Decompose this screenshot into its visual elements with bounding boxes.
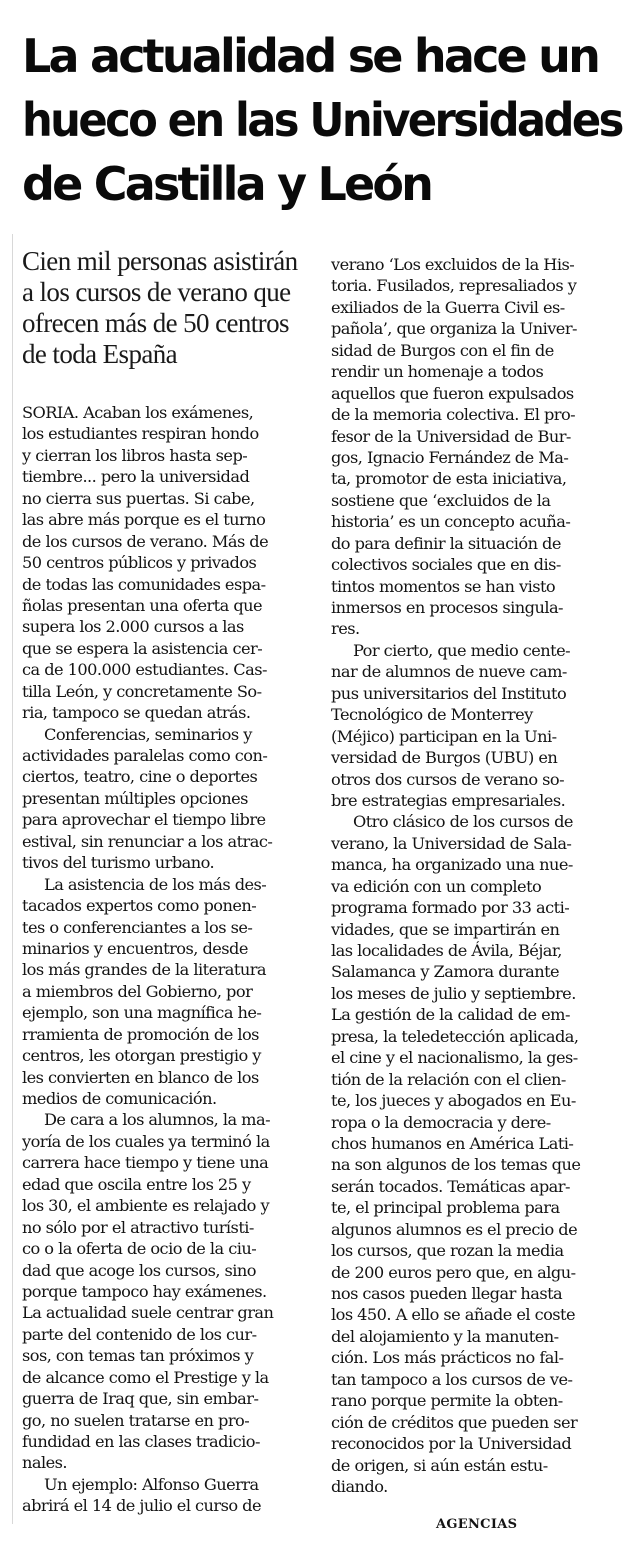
body-text-line: les convierten en blanco de los bbox=[22, 1067, 259, 1087]
body-text-line: las localidades de Ávila, Béjar, bbox=[331, 941, 562, 960]
body-text-line: minarios y encuentros, desde bbox=[22, 938, 248, 958]
body-text-line: tión de la relación con el clien- bbox=[331, 1069, 566, 1089]
body-text-line: De cara a los alumnos, la ma- bbox=[44, 1110, 270, 1130]
body-text-line: presentan múltiples opciones bbox=[22, 788, 248, 808]
body-text-line: Un ejemplo: Alfonso Guerra bbox=[44, 1474, 259, 1494]
body-text-line: (Méjico) participan en la Uni- bbox=[331, 726, 557, 746]
body-text-line: na son algunos de los temas que bbox=[331, 1155, 581, 1175]
body-text-line: nales. bbox=[22, 1453, 67, 1473]
body-text-line: para aprovechar el tiempo libre bbox=[22, 810, 266, 830]
body-text-line: Otro clásico de los cursos de bbox=[353, 812, 573, 832]
body-text-line: rendir un homenaje a todos bbox=[331, 362, 544, 382]
body-text-line: de los cursos de verano. Más de bbox=[22, 531, 269, 551]
body-text-line: te, los jueces y abogados en Eu- bbox=[331, 1091, 576, 1111]
body-text-line: estival, sin renunciar a los atrac- bbox=[22, 831, 273, 851]
article-body-right-column bbox=[331, 254, 619, 1497]
body-text-line: nos casos pueden llegar hasta bbox=[331, 1284, 563, 1303]
body-text-line: del alojamiento y la manuten- bbox=[331, 1326, 559, 1346]
body-text-line: los cursos, que rozan la media bbox=[331, 1241, 564, 1261]
body-text-line: supera los 2.000 cursos a las bbox=[22, 617, 244, 637]
body-text-line: rano porque permite la obten- bbox=[331, 1391, 563, 1411]
body-text-line: va edición con un completo bbox=[331, 876, 542, 896]
body-text-line: bre estrategias empresariales. bbox=[331, 790, 566, 810]
headline-line: de Castilla y León bbox=[22, 157, 432, 211]
body-text-line: exiliados de la Guerra Civil es- bbox=[331, 297, 565, 317]
body-text-line: te, el principal problema para bbox=[331, 1198, 560, 1218]
body-text-line: versidad de Burgos (UBU) en bbox=[331, 748, 558, 768]
body-text-line: historia’ es un concepto acuña- bbox=[331, 512, 571, 532]
body-text-line: ción. Los más prácticos no fal- bbox=[331, 1348, 564, 1368]
body-text-line: los estudiantes respiran hondo bbox=[22, 424, 259, 444]
body-text-line: Salamanca y Zamora durante bbox=[331, 962, 560, 982]
body-text-line: La asistencia de los más des- bbox=[44, 874, 267, 894]
body-text-line: 50 centros públicos y privados bbox=[22, 553, 257, 573]
body-text-line: los 450. A ello se añade el coste bbox=[331, 1305, 576, 1325]
body-text-line: los más grandes de la literatura bbox=[22, 960, 267, 980]
body-text-line: abrirá el 14 de julio el curso de bbox=[22, 1496, 262, 1516]
body-text-line: sos, con temas tan próximos y bbox=[22, 1346, 254, 1366]
body-text-line: gos, Ignacio Fernández de Ma- bbox=[331, 447, 569, 467]
body-text-line: tes o conferenciantes a los se- bbox=[22, 917, 253, 937]
body-text-line: Por cierto, que medio cente- bbox=[353, 640, 571, 660]
body-text-line: rramienta de promoción de los bbox=[22, 1024, 259, 1044]
headline-line: La actualidad se hace un bbox=[22, 29, 599, 83]
body-text-line: go, no suelen tratarse en pro- bbox=[22, 1410, 250, 1430]
body-text-line: ejemplo, son una magnífica he- bbox=[22, 1003, 262, 1023]
body-text-line: aquellos que fueron expulsados bbox=[331, 383, 574, 403]
body-text-line: tiembre... pero la universidad bbox=[22, 467, 250, 487]
body-text-line: no cierra sus puertas. Si cabe, bbox=[22, 488, 255, 508]
body-text-line: do para definir la situación de bbox=[331, 533, 561, 553]
body-text-line: serán tocados. Temáticas apar- bbox=[331, 1176, 570, 1196]
body-text-line: Conferencias, seminarios y bbox=[44, 724, 252, 744]
body-text-line: ropa o la democracia y dere- bbox=[331, 1112, 551, 1132]
body-text-line: pañola’, que organiza la Univer- bbox=[331, 319, 577, 339]
body-text-line: carrera hace tiempo y tiene una bbox=[22, 1153, 269, 1173]
body-text-line: tivos del turismo urbano. bbox=[22, 853, 215, 873]
body-text-line: fesor de la Universidad de Bur- bbox=[331, 426, 571, 446]
body-text-line: ción de créditos que pueden ser bbox=[331, 1412, 578, 1432]
body-text-line: vidades, que se impartirán en bbox=[331, 919, 560, 939]
body-text-line: res. bbox=[331, 619, 360, 639]
article-byline: AGENCIAS bbox=[436, 1517, 518, 1532]
body-text-line: reconocidos por la Universidad bbox=[331, 1434, 572, 1454]
body-text-line: tilla León, y concretamente So- bbox=[22, 681, 262, 701]
body-text-line: y cierran los libros hasta sep- bbox=[22, 445, 248, 465]
subheadline-line: a los cursos de verano que bbox=[22, 277, 291, 307]
body-text-line: de 200 euros pero que, en algu- bbox=[331, 1262, 576, 1282]
body-text-line: porque tampoco hay exámenes. bbox=[22, 1281, 267, 1301]
body-text-line: de la memoria colectiva. El pro- bbox=[331, 405, 576, 425]
body-text-line: ciertos, teatro, cine o deportes bbox=[22, 767, 258, 787]
body-text-line: chos humanos en América Lati- bbox=[331, 1133, 574, 1153]
body-text-line: colectivos sociales que en dis- bbox=[331, 555, 561, 575]
subheadline-line: ofrecen más de 50 centros bbox=[22, 308, 289, 338]
body-text-line: diando. bbox=[331, 1476, 388, 1496]
body-text-line: tan tampoco a los cursos de ve- bbox=[331, 1369, 573, 1389]
body-text-line: tacados expertos como ponen- bbox=[22, 896, 257, 916]
subheadline-line: de toda España bbox=[22, 339, 178, 369]
body-text-line: de alcance como el Prestige y la bbox=[22, 1367, 269, 1387]
body-text-line: ñolas presentan una oferta que bbox=[22, 595, 263, 615]
body-text-line: tintos momentos se han visto bbox=[331, 576, 556, 596]
body-text-line: toria. Fusilados, represaliados y bbox=[331, 276, 577, 296]
body-text-line: que se espera la asistencia cer- bbox=[22, 638, 263, 658]
headline-line: hueco en las Universidades bbox=[22, 93, 622, 147]
body-text-line: inmersos en procesos singula- bbox=[331, 598, 563, 617]
body-text-line: los 30, el ambiente es relajado y bbox=[22, 1196, 270, 1216]
body-text-line: fundidad en las clases tradicio- bbox=[22, 1432, 260, 1451]
body-text-line: sostiene que ‘excluidos de la bbox=[331, 490, 551, 510]
body-text-line: los meses de julio y septiembre. bbox=[331, 983, 576, 1003]
article-headline bbox=[22, 24, 622, 216]
body-text-line: ria, tampoco se quedan atrás. bbox=[22, 703, 251, 723]
body-text-line: otros dos cursos de verano so- bbox=[331, 769, 565, 789]
body-text-line: verano ‘Los excluidos de la His- bbox=[331, 255, 575, 274]
body-text-line: centros, les otorgan prestigio y bbox=[22, 1046, 261, 1066]
body-text-line: SORIA. Acaban los exámenes, bbox=[22, 403, 254, 422]
body-text-line: de todas las comunidades espa- bbox=[22, 574, 266, 594]
body-text-line: dad que acoge los cursos, sino bbox=[22, 1260, 256, 1280]
body-text-line: co o la oferta de ocio de la ciu- bbox=[22, 1239, 257, 1259]
subheadline-line: Cien mil personas asistirán bbox=[22, 246, 298, 276]
body-text-line: las abre más porque es el turno bbox=[22, 510, 266, 530]
article-subheadline bbox=[22, 246, 314, 370]
body-text-line: yoría de los cuales ya terminó la bbox=[22, 1131, 270, 1151]
body-text-line: ta, promotor de esta iniciativa, bbox=[331, 469, 567, 489]
body-text-line: edad que oscila entre los 25 y bbox=[22, 1174, 251, 1194]
body-text-line: el cine y el nacionalismo, la ges- bbox=[331, 1048, 578, 1068]
body-text-line: guerra de Iraq que, sin embar- bbox=[22, 1389, 259, 1409]
article-body-left-column bbox=[22, 402, 314, 1517]
body-text-line: actividades paralelas como con- bbox=[22, 746, 268, 765]
body-text-line: verano, la Universidad de Sala- bbox=[331, 833, 572, 853]
column-rule bbox=[12, 234, 13, 1524]
body-text-line: presa, la teledetección aplicada, bbox=[331, 1026, 579, 1046]
body-text-line: no sólo por el atractivo turísti- bbox=[22, 1217, 254, 1237]
body-text-line: ca de 100.000 estudiantes. Cas- bbox=[22, 660, 267, 680]
body-text-line: sidad de Burgos con el fin de bbox=[331, 340, 554, 360]
body-text-line: a miembros del Gobierno, por bbox=[22, 981, 253, 1001]
body-text-line: manca, ha organizado una nue- bbox=[331, 855, 573, 875]
body-text-line: programa formado por 33 acti- bbox=[331, 898, 570, 918]
body-text-line: nar de alumnos de nueve cam- bbox=[331, 662, 567, 682]
body-text-line: pus universitarios del Instituto bbox=[331, 683, 567, 703]
body-text-line: La gestión de la calidad de em- bbox=[331, 1005, 570, 1025]
body-text-line: algunos alumnos es el precio de bbox=[331, 1219, 578, 1239]
body-text-line: de origen, si aún están estu- bbox=[331, 1455, 548, 1475]
body-text-line: medios de comunicación. bbox=[22, 1089, 217, 1108]
body-text-line: Tecnológico de Monterrey bbox=[331, 705, 533, 725]
body-text-line: La actualidad suele centrar gran bbox=[22, 1303, 274, 1323]
body-text-line: parte del contenido de los cur- bbox=[22, 1324, 257, 1344]
